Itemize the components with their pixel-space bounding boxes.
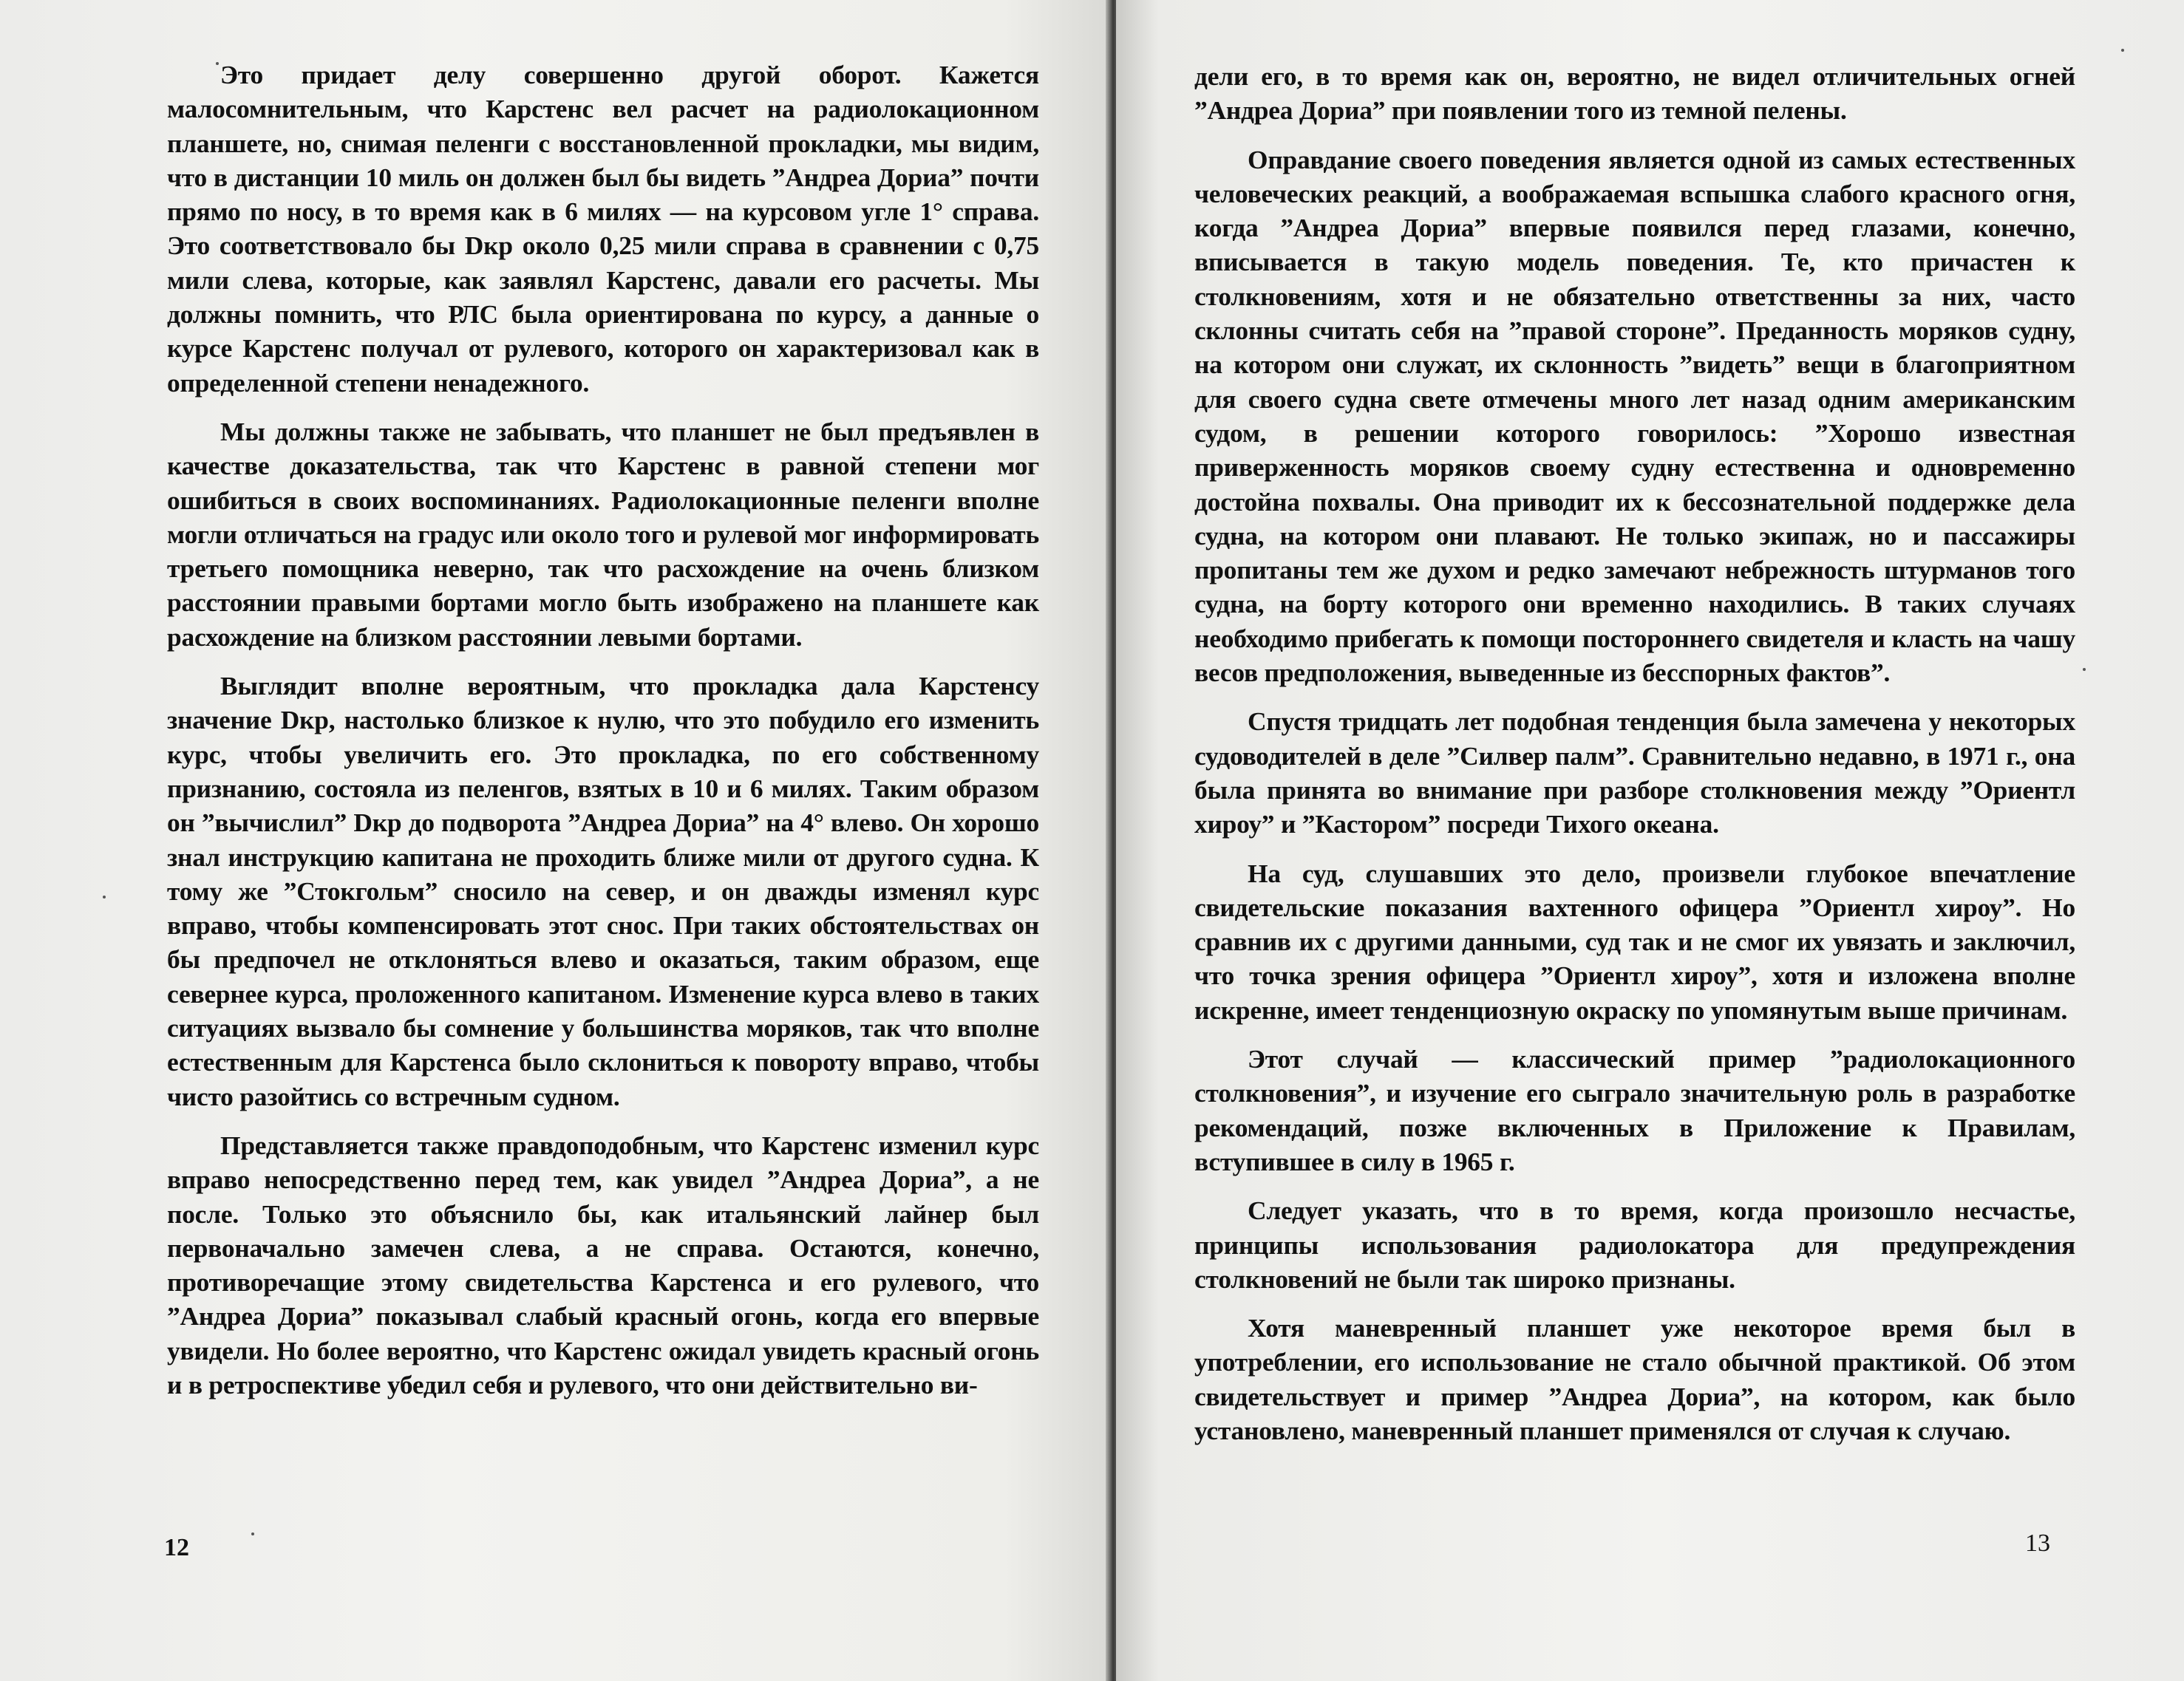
paragraph: Представляется также правдоподобным, что Карстенс изменил курс вправо непосредственно перед тем, как увидел ”Андреа Дориа”, а не после. Только это объяснило бы, как итальянский лайнер был первоначально замечен слева, а не справа. Остаются, конечно, противоречащие этому свидетельства Карстенса и его рулевого, что ”Андреа Дориа” показывал слабый красный огонь, когда его впервые увидели. Но более вероятно, что Карстенс ожидал увидеть красный огонь и в ретроспективе убедил себя и рулевого, что они действительно ви- xyxy=(167,1130,1039,1399)
paragraph: Этот случай — классический пример ”радиолокационного столкновения”, и изучение его сыграло значительную роль в разработке рекомендаций, позже включенных в Приложение к Правилам, вступившее в силу в 1965 г. xyxy=(1194,1044,2075,1176)
scan-speck xyxy=(103,896,106,899)
paragraph: Спустя тридцать лет подобная тенденция была замечена у некоторых судоводителей в деле ”Силвер палм”. Сравнительно недавно, в 1971 г., она была принята во внимание при разборе столкновения между ”Ориентл хироу” и ”Кастором” посреди Тихого океана. xyxy=(1194,706,2075,839)
right-page-text xyxy=(1194,59,2075,1448)
page-number-right: 13 xyxy=(2025,1530,2050,1557)
scan-speck xyxy=(2121,49,2124,52)
paragraph: На суд, слушавших это дело, произвели глубокое впечатление свидетельские показания вахтенного офицера ”Ориентл хироу”. Но сравнив их с другими данными, суд так и не смог их увязать и заключил, что точка зрения офицера ”Ориентл хироу”, хотя и изложена вполне искренне, имеет тенденциозную окраску по упомянутым выше причинам. xyxy=(1194,858,2075,1025)
scan-speck xyxy=(2083,668,2086,671)
paragraph: Оправдание своего поведения является одной из самых естественных человеческих реакций, а воображаемая вспышка слабого красного огня, когда ”Андреа Дориа” впервые появился перед глазами, конечно, вписывается в такую модель поведения. Те, кто причастен к столкновениям, хотя и не обязательно ответственны за них, часто склонны считать себя на ”правой стороне”. Преданность моряков судну, на котором они служат, их склонность ”видеть” вещи в благоприятном для своего судна свете отмечены много лет назад одним американским судом, в решении которого говорилось: ”Хорошо известная приверженность моряков своему судну естественна и одновременно достойна похвалы. Она приводит их к бессознательной поддержке дела судна, на котором они плавают. Не только экипаж, но и пассажиры пропитаны тем же духом и редко замечают небрежность штурманов того судна, на борту которого они временно находились. В таких случаях необходимо прибегать к помощи постороннего свидетеля и класть на чашу весов предположения, выведенные из бесспорных фактов”. xyxy=(1194,144,2075,688)
paragraph: Выглядит вполне вероятным, что прокладка дала Карстенсу значение Dкр, настолько близкое к нулю, что это побудило его изменить курс, чтобы увеличить его. Это прокладка, по его собственному признанию, состояла из пеленгов, взятых в 10 и 6 милях. Таким образом он ”вычислил” Dкр до подворота ”Андреа Дориа” на 4° влево. Он хорошо знал инструкцию капитана не проходить ближе мили от другого судна. К тому же ”Стокгольм” сносило на север, и он дважды изменял курс вправо, чтобы компенсировать этот снос. При таких обстоятельствах он бы предпочел не отклоняться влево и оказаться, таким образом, еще севернее курса, проложенного капитаном. Изменение курса влево в таких ситуациях вызвало бы сомнение у большинства моряков, так что вполне естественным для Карстенса было склониться к повороту вправо, чтобы чисто разойтись со встречным судном. xyxy=(167,671,1039,1111)
paragraph: дели его, в то время как он, вероятно, не видел отличительных огней ”Андреа Дориа” при появлении того из темной пелены. xyxy=(1194,61,2075,126)
scan-speck xyxy=(216,62,219,65)
paragraph: Мы должны также не забывать, что планшет не был предъявлен в качестве доказательства, так что Карстенс в равной степени мог ошибиться в своих воспоминаниях. Радиолокационные пеленги вполне могли отличаться на градус или около того и рулевой мог информировать третьего помощника неверно, так что расхождение на очень близком расстоянии правыми бортами могло быть изображено на планшете как расхождение на близком расстоянии левыми бортами. xyxy=(167,416,1039,652)
scan-speck xyxy=(251,1532,254,1535)
right-page xyxy=(1116,0,2184,1681)
paragraph: Следует указать, что в то время, когда произошло несчастье, принципы использования радиолокатора для предупреждения столкновений не были так широко признаны. xyxy=(1194,1196,2075,1294)
page-number-left: 12 xyxy=(164,1534,189,1561)
paragraph: Хотя маневренный планшет уже некоторое время был в употреблении, его использование не стало обычной практикой. Об этом свидетельствует и пример ”Андреа Дориа”, на котором, как было установлено, маневренный планшет применялся от случая к случаю. xyxy=(1194,1313,2075,1445)
left-page-text xyxy=(167,58,1039,1402)
paragraph: Это придает делу совершенно другой оборот. Кажется малосомнительным, что Карстенс вел расчет на радиолокационном планшете, но, снимая пеленги с восстановленной прокладки, мы видим, что в дистанции 10 миль он должен был бы видеть ”Андреа Дориа” почти прямо по носу, в то время как в 6 милях — на курсовом угле 1° справа. Это соответствовало бы Dкр около 0,25 мили справа в сравнении с 0,75 мили слева, которые, как заявлял Карстенс, давали его расчеты. Мы должны помнить, что РЛС была ориентирована по курсу, а данные о курсе Карстенс получал от рулевого, которого он характеризовал как в определенной степени ненадежного. xyxy=(167,60,1039,398)
